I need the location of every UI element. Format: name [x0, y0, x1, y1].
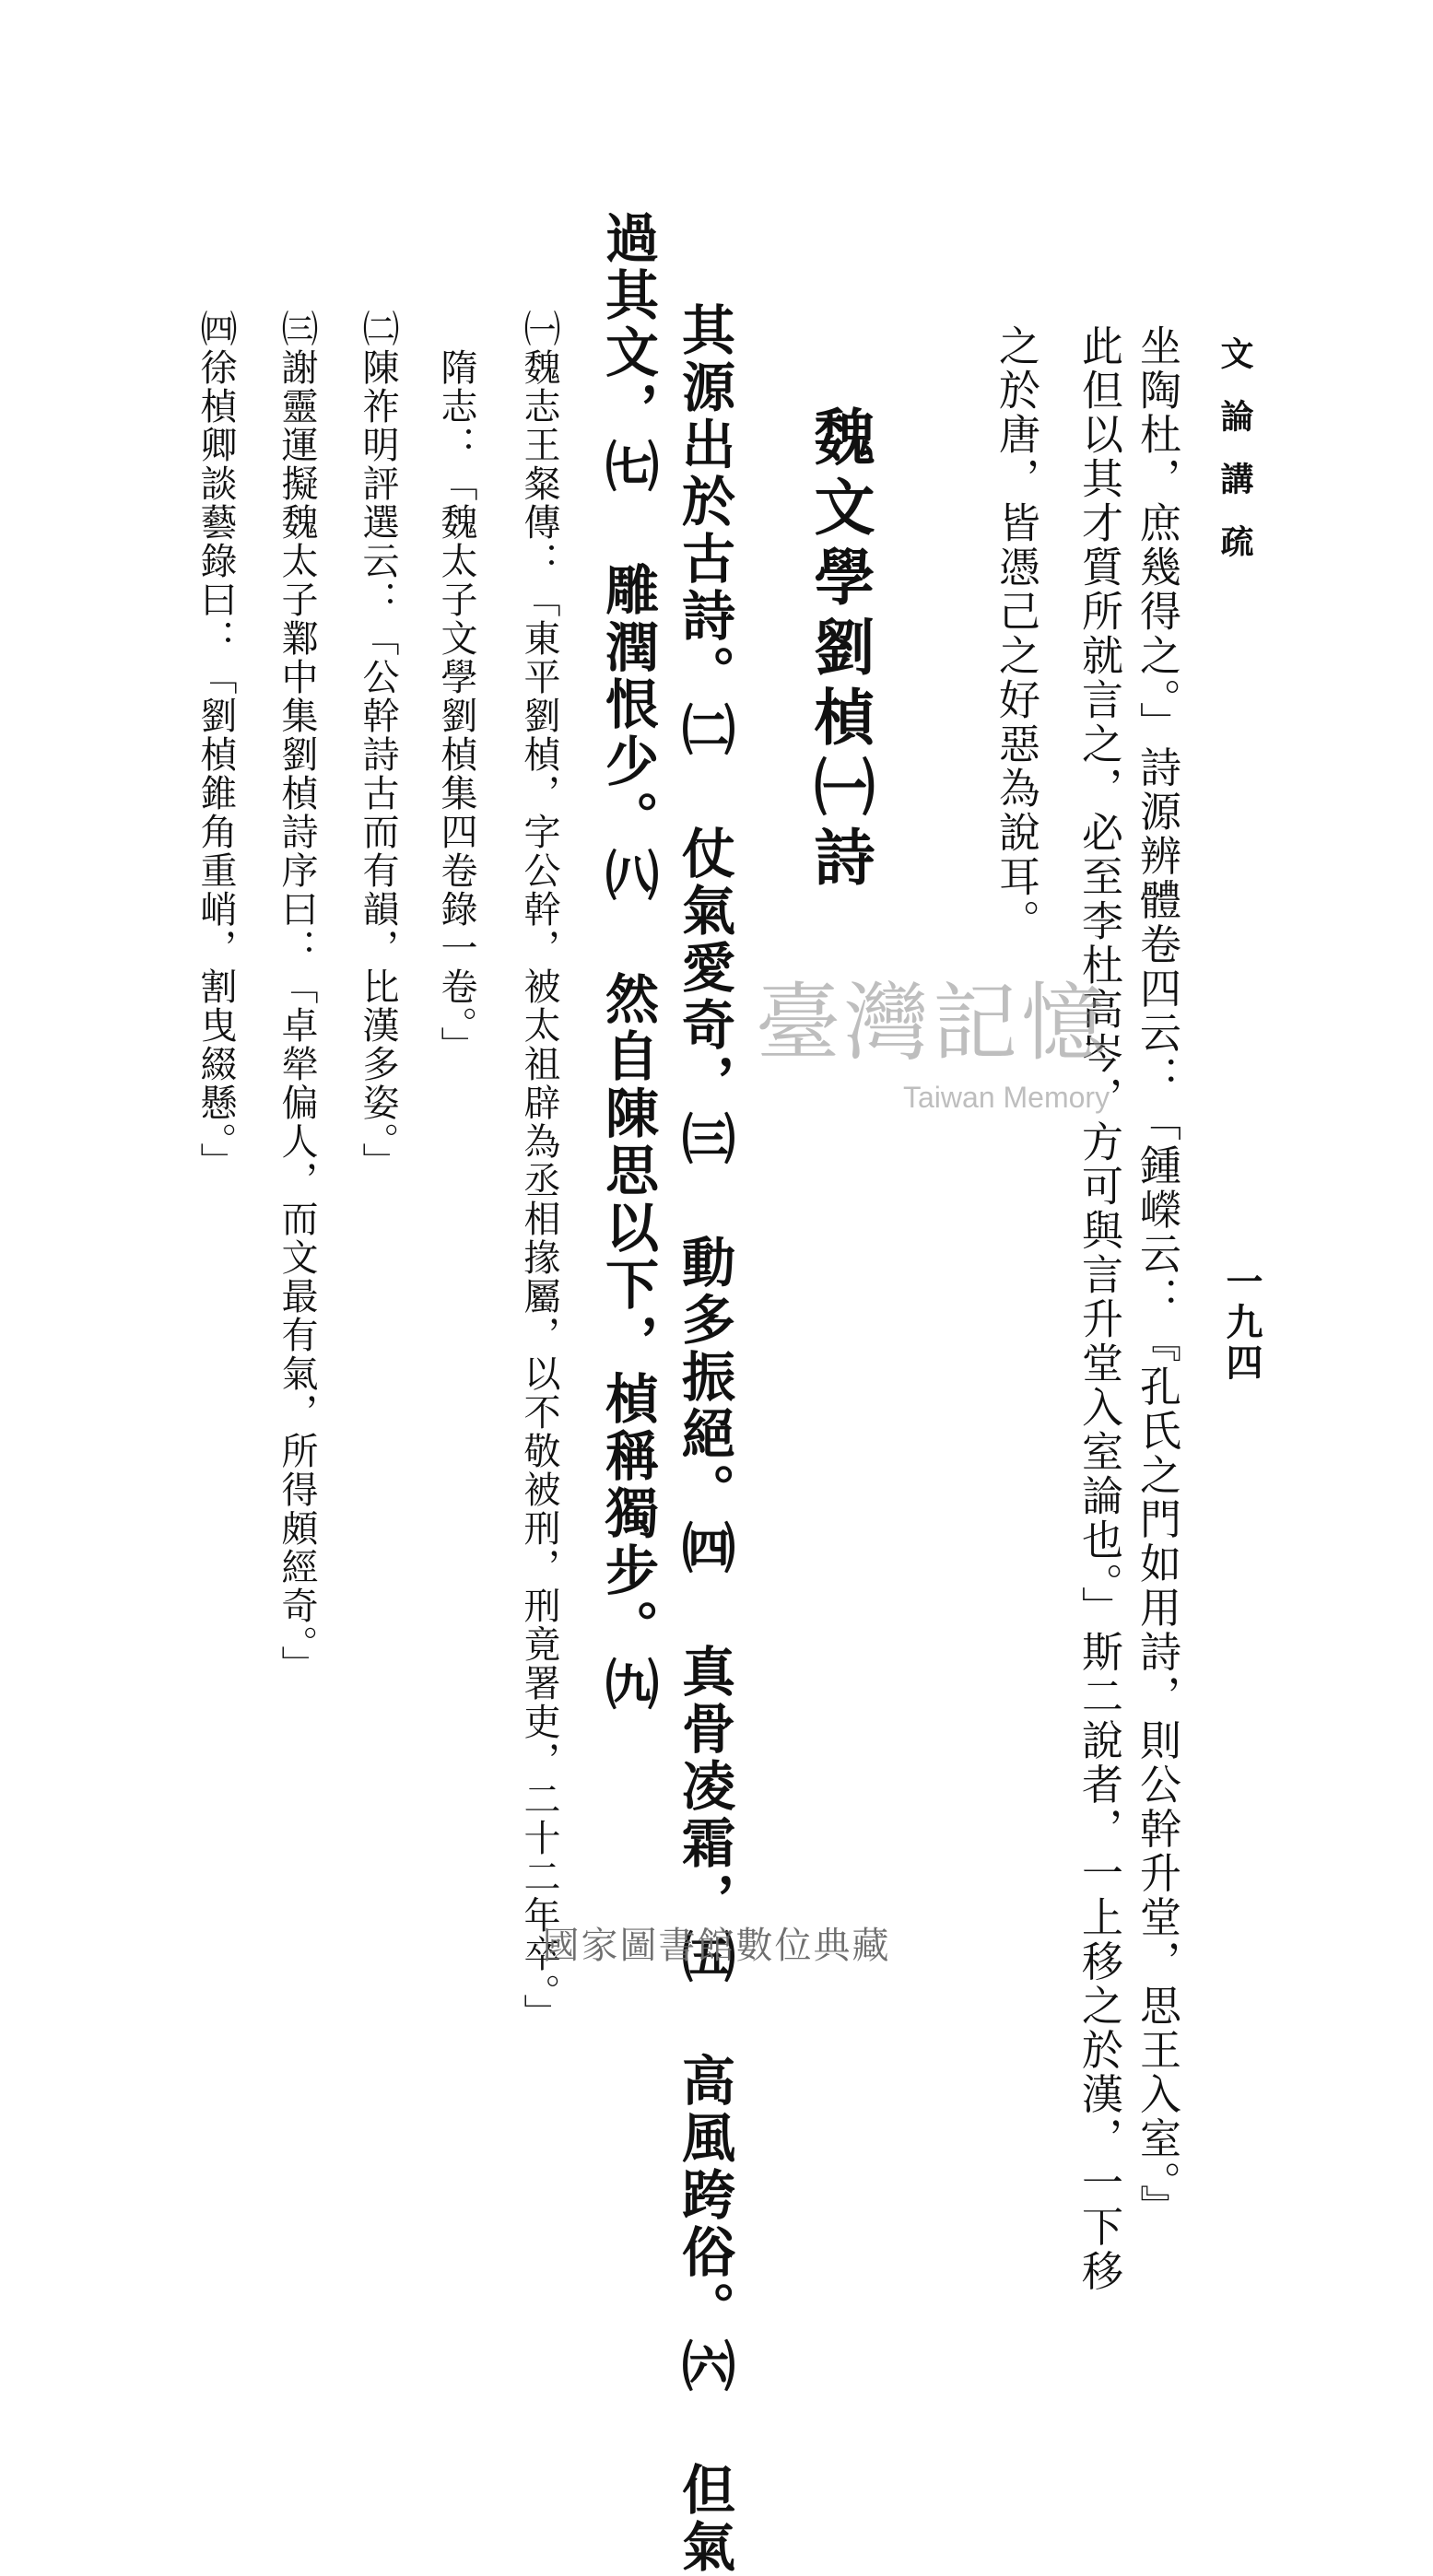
header-title: 文論講疏	[1216, 336, 1254, 587]
body-line-1: 坐陶杜，庶幾得之。」詩源辨體卷四云：「鍾嶸云：『孔氏之門如用詩，則公幹升堂，思王入室。』	[1133, 324, 1181, 2229]
taiwan-memory-watermark	[756, 974, 1143, 1129]
note-1: ㈠魏志王粲傳：「東平劉楨，字公幹，被太祖辟為丞相掾屬，以不敬被刑，刑竟署吏，二十二年卒。」	[518, 310, 560, 2032]
note-1-continued: 隋志：「魏太子文學劉楨集四卷錄一卷。」	[435, 348, 477, 1065]
body-line-3: 之於唐，皆憑己之好惡為說耳。	[992, 324, 1040, 943]
poem-line-1: 其源出於古詩。㈡ 仗氣愛奇，㈢ 動多振絕。㈣ 真骨凌霜，㈤ 高風跨俗。㈥ 但氣	[673, 302, 735, 2576]
page-number: 一九四	[1220, 1262, 1263, 1384]
watermark-logo: 臺灣記憶	[756, 974, 1110, 1072]
note-4: ㈣徐楨卿談藝錄曰：「劉楨錐角重峭，割曳綴懸。」	[194, 310, 237, 1181]
footer-credit: 國家圖書館數位典藏	[542, 1925, 891, 1967]
note-2: ㈡陳祚明評選云：「公幹詩古而有韻，比漢多姿。」	[357, 310, 399, 1181]
note-3: ㈢謝靈運擬魏太子鄴中集劉楨詩序曰：「卓犖偏人，而文最有氣，所得頗經奇。」	[276, 310, 318, 1684]
watermark-subtitle: Taiwan Memory	[903, 1081, 1110, 1114]
section-heading: 魏文學劉楨㈠詩	[804, 405, 875, 896]
poem-line-2: 過其文，㈦ 雕潤恨少。㈧ 然自陳思以下，楨稱獨步。㈨	[596, 210, 659, 1714]
body-line-2: 此但以其才質所就言之，必至李杜高岑，方可與言升堂入室論也。」斯二說者，一上移之於漢，一下移	[1075, 324, 1123, 2294]
